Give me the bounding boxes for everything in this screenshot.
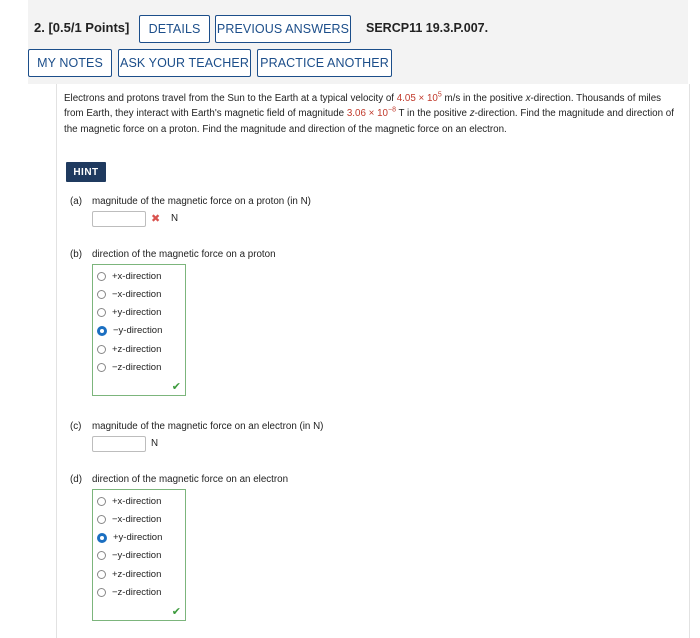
question-number: 2. [0.5/1 Points] (34, 20, 130, 35)
ask-teacher-button[interactable]: ASK YOUR TEACHER (118, 49, 251, 77)
part-a-unit: N (171, 213, 179, 224)
option-label: +y-direction (112, 307, 162, 319)
option-label: −y-direction (112, 550, 162, 562)
hint-button[interactable]: HINT (66, 162, 106, 182)
part-c-label: (c) magnitude of the magnetic force on an electron (in N) (70, 421, 324, 432)
part-a-answer-input[interactable] (92, 211, 146, 227)
part-b-option[interactable] (97, 287, 161, 301)
part-b-choices (92, 264, 186, 396)
radio-button[interactable] (97, 272, 106, 281)
radio-button[interactable] (97, 345, 106, 354)
part-d-option[interactable] (97, 494, 161, 508)
correct-check-icon: ✔ (171, 381, 181, 393)
radio-button[interactable] (97, 497, 106, 506)
details-button[interactable]: DETAILS (139, 15, 210, 43)
practice-another-button[interactable]: PRACTICE ANOTHER (257, 49, 392, 77)
part-b-option[interactable] (97, 361, 161, 375)
radio-button[interactable] (97, 551, 106, 560)
part-d-option[interactable] (97, 531, 162, 545)
option-label: +x-direction (112, 495, 162, 507)
part-d-option[interactable] (97, 512, 161, 526)
part-b-option[interactable] (97, 306, 161, 320)
option-label: +x-direction (112, 270, 162, 282)
part-d-option[interactable] (97, 549, 161, 563)
radio-button[interactable] (97, 570, 106, 579)
part-c-answer-input[interactable] (92, 436, 146, 452)
part-a-label: (a) magnitude of the magnetic force on a proton (in N) (70, 196, 311, 207)
option-label: −x-direction (112, 288, 162, 300)
part-b-option[interactable] (97, 269, 161, 283)
my-notes-button[interactable]: MY NOTES (28, 49, 112, 77)
radio-button[interactable] (97, 326, 107, 336)
option-label: +y-direction (113, 532, 163, 544)
field-value: $3.06 \times 10^{-8}$ (346, 107, 396, 120)
part-d-choices (92, 489, 186, 621)
radio-button[interactable] (97, 515, 106, 524)
radio-button[interactable] (97, 290, 106, 299)
problem-code: SERCP11 19.3.P.007. (366, 21, 489, 35)
option-label: +z-direction (112, 343, 162, 355)
option-label: +z-direction (112, 568, 162, 580)
radio-button[interactable] (97, 588, 106, 597)
option-label: −y-direction (113, 325, 163, 337)
part-b-option[interactable] (97, 324, 162, 338)
problem-statement: Electrons and protons travel from the Sun to the Earth at a typical velocity of $4.05 \times 10^5$ m/s in the positive x-direction. Thousands of miles from Earth, they interact with Earth's magnetic field of magnitude $3.06 \times 10^{-8}$ T in the positive z-direction. Find the magnitude and direction of the magnetic force on a proton. Find the magnitude and direction of the magnetic force on an electron. (64, 91, 674, 135)
radio-button[interactable] (97, 308, 106, 317)
incorrect-icon: ✖ (151, 213, 161, 225)
option-label: −x-direction (112, 513, 162, 525)
part-b-label: (b) direction of the magnetic force on a proton (70, 249, 276, 260)
previous-answers-button[interactable]: PREVIOUS ANSWERS (215, 15, 351, 43)
option-label: −z-direction (112, 362, 162, 373)
radio-button[interactable] (97, 533, 107, 543)
part-c-unit: N (151, 438, 159, 449)
part-d-option[interactable] (97, 567, 161, 581)
correct-check-icon: ✔ (171, 606, 181, 618)
velocity-value: $4.05 \times 10^5$ (396, 91, 442, 104)
part-d-option[interactable] (97, 586, 161, 600)
part-d-label: (d) direction of the magnetic force on an electron (70, 474, 289, 485)
part-b-option[interactable] (97, 342, 161, 356)
option-label: −z-direction (112, 587, 162, 598)
radio-button[interactable] (97, 363, 106, 372)
